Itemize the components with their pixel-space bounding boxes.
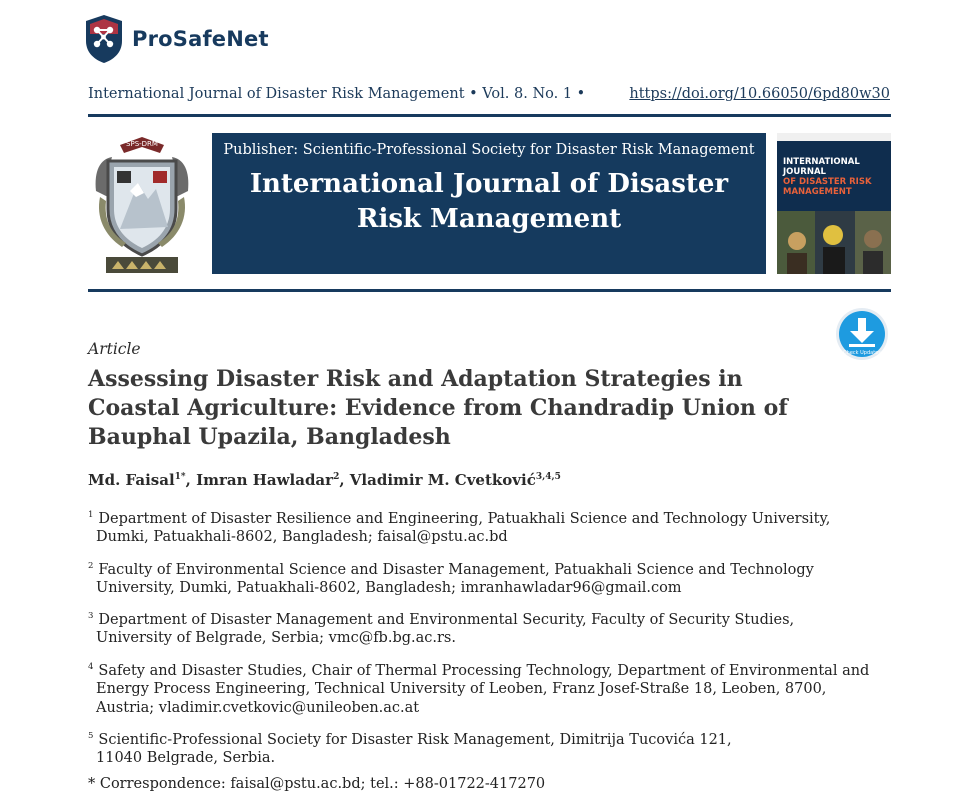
header-rule-bottom <box>88 289 891 292</box>
affiliation-5 <box>88 727 878 768</box>
affiliation-text: University of Belgrade, Serbia; vmc@fb.bg.ac.rs. <box>96 630 456 647</box>
affiliation-text: Department of Disaster Management and Environmental Security, Faculty of Security Studies, <box>98 611 795 628</box>
affiliation-text: Department of Disaster Resilience and Engineering, Patuakhali Science and Technology University, <box>98 510 831 527</box>
check-updates-button[interactable] <box>835 307 889 361</box>
affiliation-text: Energy Process Engineering, Technical University of Leoben, Franz Josef-Straße 18, Leoben, 8700, <box>96 681 827 698</box>
affiliation-4 <box>88 658 878 717</box>
affiliation-number: 1 <box>88 510 94 520</box>
author-name[interactable]: Md. Faisal <box>88 471 175 489</box>
journal-title <box>212 167 766 237</box>
author-name[interactable]: Imran Hawladar <box>196 471 334 489</box>
affiliation-3 <box>88 607 878 648</box>
author-affiliation-marker: 1* <box>174 472 186 482</box>
crest-label: SPS-DRM <box>126 140 158 148</box>
journal-title-line1: International Journal of Disaster <box>249 169 729 199</box>
cover-title-line3: MANAGEMENT <box>783 187 852 197</box>
affiliation-1 <box>88 506 878 547</box>
cover-title-line1: INTERNATIONAL JOURNAL <box>783 157 860 177</box>
author-list: Md. Faisal$^{1*}$, Imran Hawladar$^2$, Vladimir M. Cvetković$^{3,4,5}$ <box>88 471 561 489</box>
cover-photo-collage <box>777 211 891 274</box>
journal-cover-image <box>777 133 891 274</box>
correspondence-line: * Correspondence: faisal@pstu.ac.bd; tel.: +88-01722-417270 <box>88 776 546 792</box>
author-affiliation-marker: 3,4,5 <box>535 472 561 482</box>
affiliation-text: University, Dumki, Patuakhali-8602, Bangladesh; imranhawladar96@gmail.com <box>96 580 682 597</box>
prosafenet-logo[interactable] <box>84 14 269 64</box>
network-shield-icon <box>84 14 124 64</box>
affiliation-text: Dumki, Patuakhali-8602, Bangladesh; faisal@pstu.ac.bd <box>96 529 508 546</box>
paper-title: Assessing Disaster Risk and Adaptation Strategies in Coastal Agriculture: Evidence from Chandradip Union of Bauphal Upazila, Bangladesh <box>88 366 788 450</box>
affiliation-2 <box>88 557 878 598</box>
journal-citation-line: International Journal of Disaster Risk Management • Vol. 8. No. 1 • <box>88 86 586 102</box>
society-crest-emblem <box>86 131 198 277</box>
header-rule-top <box>88 114 891 117</box>
journal-title-line2: Risk Management <box>356 204 622 234</box>
affiliation-text: Scientific-Professional Society for Disaster Risk Management, Dimitrija Tucovića 121, <box>98 731 732 748</box>
cover-title <box>783 157 887 197</box>
affiliation-text: Austria; vladimir.cvetkovic@unileoben.ac.at <box>96 699 420 716</box>
affiliation-text: Faculty of Environmental Science and Disaster Management, Patuakhali Science and Technology <box>98 561 814 578</box>
cover-title-line2: OF DISASTER RISK <box>783 177 872 187</box>
affiliation-text: Safety and Disaster Studies, Chair of Thermal Processing Technology, Department of Environmental and <box>98 662 870 679</box>
cover-header-strip <box>777 133 891 141</box>
affiliation-number: 4 <box>88 662 94 672</box>
affiliation-number: 2 <box>88 561 94 571</box>
author-name[interactable]: Vladimir M. Cvetković <box>349 471 536 489</box>
check-updates-label: Check Updates <box>843 350 881 356</box>
journal-banner <box>212 133 766 274</box>
doi-link[interactable]: https://doi.org/10.66050/6pd80w30 <box>629 86 890 102</box>
affiliation-text: 11040 Belgrade, Serbia. <box>96 750 276 767</box>
author-affiliation-marker: 2 <box>333 472 340 482</box>
publisher-line: Publisher: Scientific-Professional Society for Disaster Risk Management <box>223 142 755 158</box>
affiliation-number: 3 <box>88 611 94 621</box>
article-type: Article <box>88 340 141 358</box>
affiliation-number: 5 <box>88 731 94 741</box>
brand-name: ProSafeNet <box>132 27 269 51</box>
